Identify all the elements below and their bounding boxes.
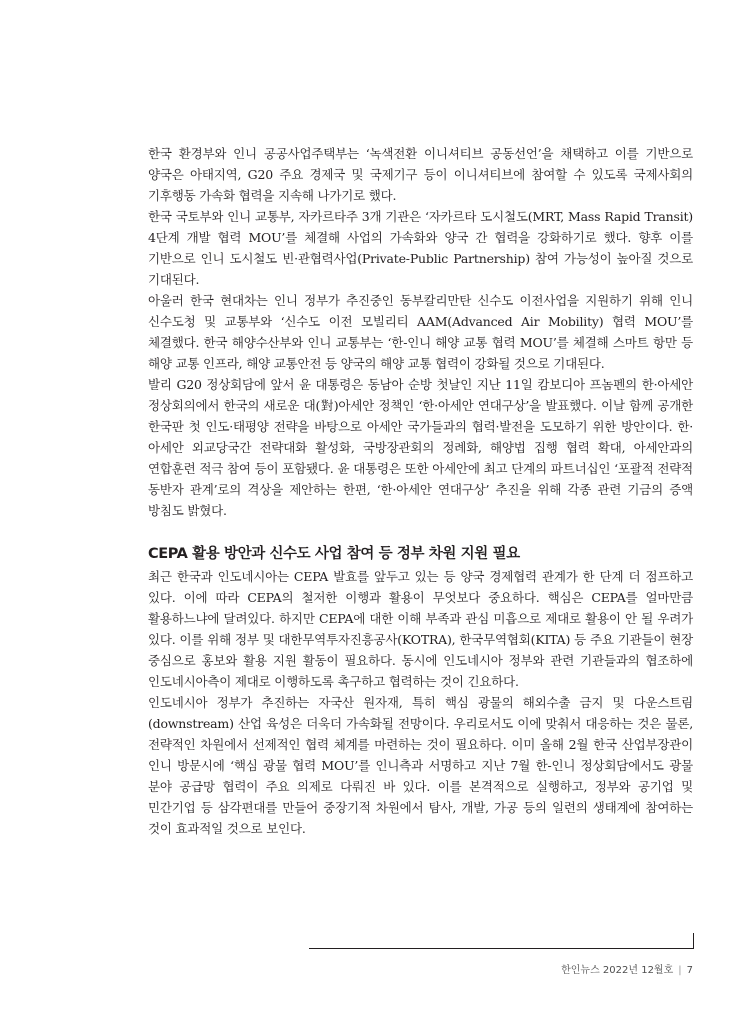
paragraph-green-transition: 한국 환경부와 인니 공공사업주택부는 ‘녹색전환 이니셔티브 공동선언’을 채택하고 이를 기반으로 양국은 아태지역, G20 주요 경제국 및 국제기구 등이 이니셔티브에 참여할 수 있도록 국제사회의 기후행동 가속화 협력을 지속해 나가기로 했다. xyxy=(148,146,693,203)
article-body xyxy=(148,143,693,839)
footer-divider xyxy=(309,948,694,949)
paragraph-mrt-mou: 한국 국토부와 인니 교통부, 자카르타주 3개 기관은 ‘자카르타 도시철도(MRT, Mass Rapid Transit) 4단계 개발 협력 MOU’를 체결해 사업의 가속화와 양국 간 협력을 강화하기로 했다. 향후 이를 기반으로 인니 도시철도 빈·관협력사업(Private-Public Partnership) 참여 가능성이 높아질 것으로 기대된다. xyxy=(148,209,693,287)
page-number: 7 xyxy=(686,965,693,976)
paragraph-downstream: 인도네시아 정부가 추진하는 자국산 원자재, 특히 핵심 광물의 해외수출 금지 및 다운스트림(downstream) 산업 육성은 더욱더 가속화될 전망이다. 우리로서도 이에 맞춰서 대응하는 것은 물론, 전략적인 차원에서 선제적인 협력 체계를 마련하는 것이 필요하다. 이미 올해 2월 한국 산업부장관이 인니 방문시에 ‘핵심 광물 협력 MOU’를 인니측과 서명하고 지난 7월 한-인니 정상회담에서도 광물 분야 공급망 협력이 주요 의제로 다뤄진 바 있다. 이를 본격적으로 실행하고, 정부와 공기업 및 민간기업 등 삼각편대를 만들어 중장기적 차원에서 탐사, 개발, 가공 등의 일련의 생태계에 참여하는 것이 효과적일 것으로 보인다. xyxy=(148,695,693,836)
footer-publication: 한인뉴스 2022년 12월호 xyxy=(561,965,674,976)
paragraph-aam-mou: 아울러 한국 현대차는 인니 정부가 추진중인 동부칼리만탄 신수도 이전사업을 지원하기 위해 인니 신수도청 및 교통부와 ‘신수도 이전 모빌리티 AAM(Advanced Air Mobility) 협력 MOU’를 체결했다. 한국 해양수산부와 인니 교통부는 ‘한-인니 해양 교통 협력 MOU’를 체결해 스마트 항만 등 해양 교통 인프라, 해양 교통안전 등 양국의 해양 교통 협력이 강화될 것으로 기대된다. xyxy=(148,293,693,371)
section-title: CEPA 활용 방안과 신수도 사업 참여 등 정부 차원 지원 필요 xyxy=(148,546,520,562)
paragraph-asean-solidarity: 발리 G20 정상회담에 앞서 윤 대통령은 동남아 순방 첫날인 지난 11일 캄보디아 프놈펜의 한·아세안 정상회의에서 한국의 새로운 대(對)아세안 정책인 ‘한·아세안 연대구상’을 발표했다. 이날 함께 공개한 한국판 첫 인도·태평양 전략을 바탕으로 아세안 국가들과의 협력·발전을 도모하기 위한 방안이다. 한·아세안 외교당국간 전략대화 활성화, 국방장관회의 정례화, 해양법 집행 협력 확대, 아세안과의 연합훈련 적극 참여 등이 포함됐다. 윤 대통령은 또한 아세안에 최고 단계의 파트너십인 ‘포괄적 전략적 동반자 관계’로의 격상을 제안하는 한편, ‘한·아세안 연대구상’ 추진을 위해 각종 관련 기금의 증액 방침도 밝혔다. xyxy=(148,377,693,518)
paragraph-cepa: 최근 한국과 인도네시아는 CEPA 발효를 앞두고 있는 등 양국 경제협력 관계가 한 단계 더 점프하고 있다. 이에 따라 CEPA의 철저한 이행과 활용이 무엇보다 중요하다. 핵심은 CEPA를 얼마만큼 활용하느냐에 달려있다. 하지만 CEPA에 대한 이해 부족과 관심 미흡으로 제대로 활용이 안 될 우려가 있다. 이를 위해 정부 및 대한무역투자진흥공사(KOTRA), 한국무역협회(KITA) 등 주요 기관들이 현장 중심으로 홍보와 활용 지원 활동이 필요하다. 동시에 인도네시아 정부와 관련 기관들과의 협조하에 인도네시아측이 제대로 이행하도록 촉구하고 협력하는 것이 긴요하다. xyxy=(148,569,693,689)
page-footer xyxy=(561,961,693,976)
footer-separator: | xyxy=(678,965,682,976)
footer-divider-tick xyxy=(693,933,694,949)
